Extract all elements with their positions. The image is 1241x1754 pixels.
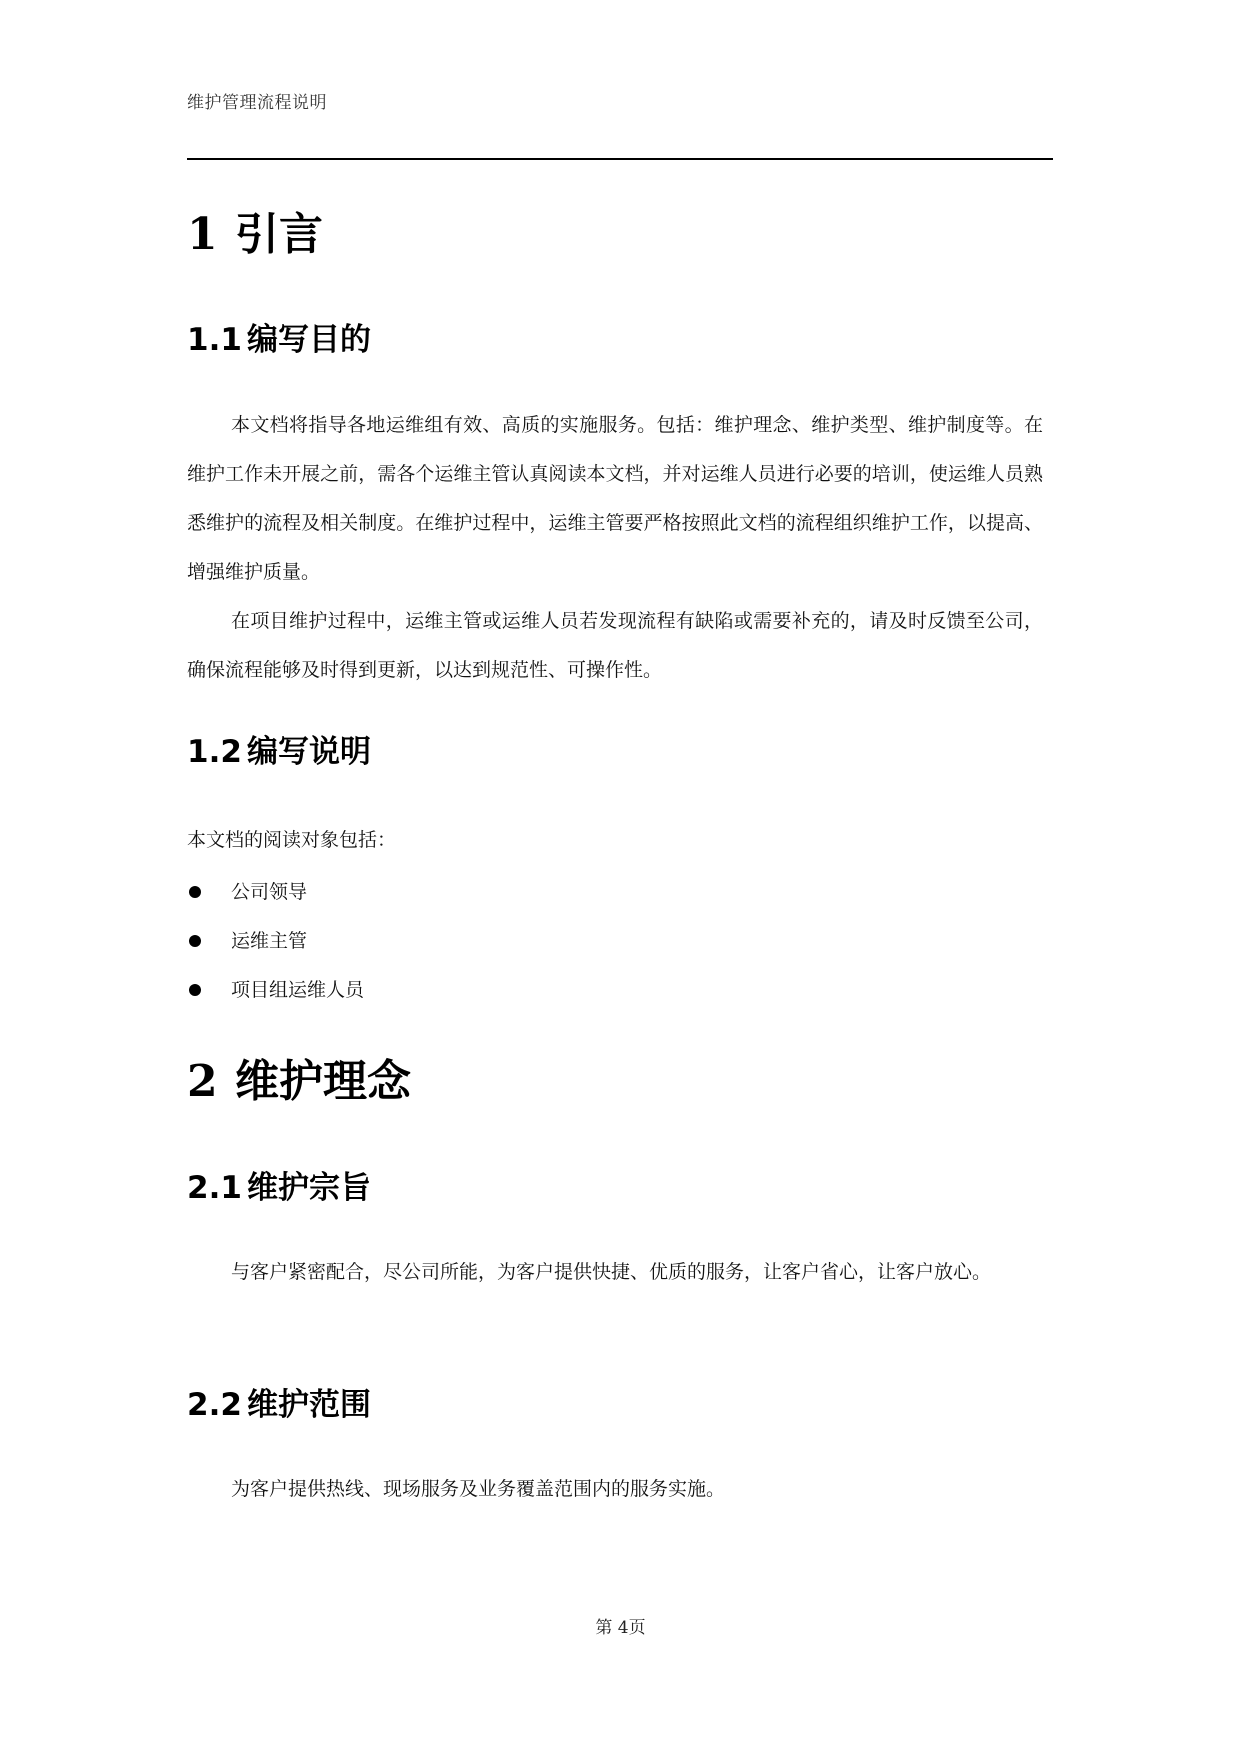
page-number: 第 4页 bbox=[595, 1618, 646, 1638]
paragraph-purpose-1: 本文档将指导各地运维组有效、高质的实施服务。包括：维护理念、维护类型、维护制度等。在维护工作未开展之前，需各个运维主管认真阅读本文档，并对运维人员进行必要的培训，使运维人员熟悉维护的流程及相关制度。在维护过程中，运维主管要严格按照此文档的流程组织维护工作，以提高、增强维护质量。 bbox=[187, 414, 1043, 583]
list-item-label: 运维主管 bbox=[231, 930, 308, 952]
list-item-label: 项目组运维人员 bbox=[231, 979, 365, 1001]
heading-text: 维护理念 bbox=[235, 1056, 411, 1107]
heading-text: 维护宗旨 bbox=[247, 1170, 371, 1206]
paragraph-scope: 为客户提供热线、现场服务及业务覆盖范围内的服务实施。 bbox=[231, 1478, 726, 1500]
heading-section-1-2 bbox=[187, 734, 371, 770]
header-divider bbox=[187, 158, 1053, 160]
paragraph-purpose-statement: 与客户紧密配合，尽公司所能，为客户提供快捷、优质的服务，让客户省心，让客户放心。 bbox=[231, 1261, 992, 1283]
heading-number: 2 bbox=[187, 1056, 218, 1107]
heading-section-2 bbox=[187, 1056, 411, 1107]
heading-text: 维护范围 bbox=[247, 1387, 371, 1423]
bullet-icon bbox=[189, 984, 201, 996]
heading-section-1 bbox=[187, 209, 323, 260]
paragraph-purpose-2: 在项目维护过程中，运维主管或运维人员若发现流程有缺陷或需要补充的，请及时反馈至公司，确保流程能够及时得到更新，以达到规范性、可操作性。 bbox=[187, 610, 1043, 681]
heading-number: 2.2 bbox=[187, 1387, 242, 1423]
list-item-label: 公司领导 bbox=[231, 881, 308, 903]
heading-section-1-1 bbox=[187, 322, 371, 358]
bullet-icon bbox=[189, 935, 201, 947]
heading-text: 引言 bbox=[235, 209, 323, 260]
audience-intro: 本文档的阅读对象包括： bbox=[187, 829, 397, 851]
heading-number: 1.1 bbox=[187, 322, 242, 358]
bullet-icon bbox=[189, 886, 201, 898]
running-header-title: 维护管理流程说明 bbox=[187, 93, 327, 113]
heading-section-2-2 bbox=[187, 1387, 371, 1423]
heading-number: 1.2 bbox=[187, 734, 242, 770]
heading-section-2-1 bbox=[187, 1170, 371, 1206]
heading-number: 1 bbox=[187, 209, 218, 260]
heading-number: 2.1 bbox=[187, 1170, 242, 1206]
heading-text: 编写目的 bbox=[247, 322, 371, 358]
heading-text: 编写说明 bbox=[247, 734, 371, 770]
